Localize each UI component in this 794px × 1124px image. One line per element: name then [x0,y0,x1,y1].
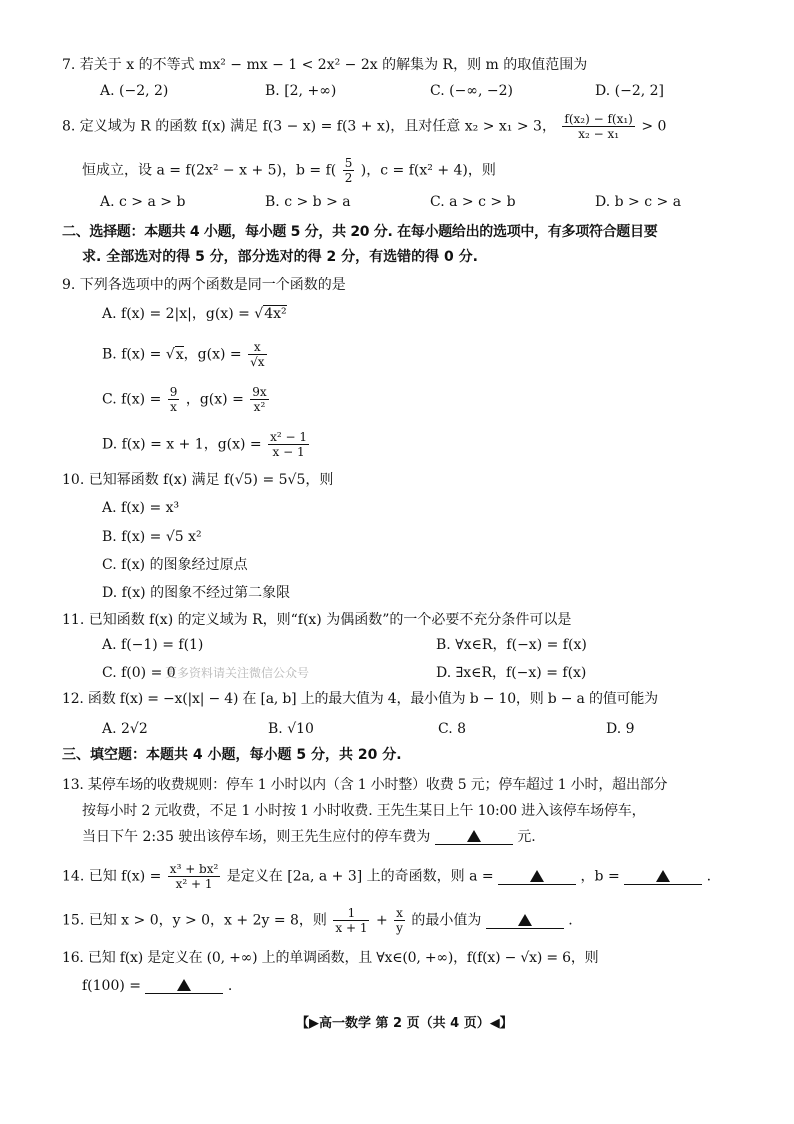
q10-option-b: B. f(x) = √5 x² [102,529,202,545]
page-footer: 【▶高一数学 第 2 页（共 4 页）◀】 [296,1016,513,1031]
q9-a-root: 4x² [264,306,287,322]
q16-line2 [82,977,232,995]
q10-stem: 10. 已知幂函数 f(x) 满足 f(√5) = 5√5，则 [62,472,334,488]
q8-option-d: D. b > c > a [595,194,682,210]
triangle-icon [177,979,191,991]
q14-mid: 是定义在 [2a, a + 3] 上的奇函数，则 a = [226,868,494,885]
q8-condition [82,156,496,185]
q15-num2: x [396,906,403,920]
q15-lead: 15. 已知 x > 0，y > 0，x + 2y = 8，则 [62,912,327,929]
q8-option-a: A. c > a > b [100,194,186,210]
q12-stem: 12. 函数 f(x) = −x(|x| − 4) 在 [a, b] 上的最大值为 4，最小值为 b − 10，则 b − a 的值可能为 [62,691,658,707]
q12-option-d: D. 9 [606,721,635,737]
q10-option-a: A. f(x) = x³ [102,500,180,516]
q8-cond-b: )，c = f(x² + 4)，则 [360,162,496,179]
q11-stem: 11. 已知函数 f(x) 的定义域为 R，则“f(x) 为偶函数”的一个必要不充分条件可以是 [62,612,572,628]
q13-line1: 13. 某停车场的收费规则：停车 1 小时以内（含 1 小时整）收费 5 元；停车超过 1 小时，超出部分 [62,777,668,793]
section3-heading: 三、填空题：本题共 4 小题，每小题 5 分，共 20 分. [62,747,402,763]
q9-a-lead: A. f(x) = 2|x|，g(x) = [102,306,255,322]
q9-b-lead: B. f(x) = [102,346,166,363]
q15-num1: 1 [333,906,369,921]
q9-c-lead: C. f(x) = [102,391,166,408]
q14-line [62,862,711,891]
q8-option-b: B. c > b > a [265,194,351,210]
q7-option-b: B. [2, +∞) [265,83,337,99]
q15-fraction2 [394,906,405,935]
q9-c-num2: 9x [252,385,267,399]
q14-fraction [168,862,221,891]
q15-answer-blank[interactable] [486,912,564,929]
q16-answer-blank[interactable] [145,977,223,994]
q13-line3-text: 当日下午 2:35 驶出该停车场，则王先生应付的停车费为 [82,829,431,845]
q15-den2: y [396,921,403,935]
q12-option-a: A. 2√2 [102,721,148,737]
q7-stem: 7. 若关于 x 的不等式 mx² − mx − 1 < 2x² − 2x 的解集为 R，则 m 的取值范围为 [62,57,588,73]
q16-line2-lead: f(100) = [82,978,142,994]
q14-end: . [706,868,712,885]
q15-line [62,906,573,935]
q13-answer-blank[interactable] [435,828,513,845]
q9-b-num: x [248,340,266,355]
q8-cond-frac-den: 2 [344,171,353,185]
q7-option-d: D. (−2, 2] [595,83,664,99]
q11-option-c: C. f(0) = 0 [102,665,176,681]
q9-d-lead: D. f(x) = x + 1，g(x) = [102,436,267,453]
q15-fraction1 [333,906,369,935]
q16-end: . [227,978,233,994]
q13-line3 [82,828,536,846]
q8-stem [62,112,666,141]
q12-option-b: B. √10 [268,721,314,737]
triangle-icon [467,830,481,842]
q9-stem: 9. 下列各选项中的两个函数是同一个函数的是 [62,277,346,293]
q15-plus: + [375,912,388,929]
q8-stem-tail: > 0 [641,118,667,135]
q14-answer-b-blank[interactable] [624,868,702,885]
q7-option-a: A. (−2, 2) [100,83,169,99]
q9-c-fraction1 [168,385,180,414]
q10-option-d: D. f(x) 的图象不经过第二象限 [102,585,291,601]
q8-cond-a: 恒成立，设 a = f(2x² − x + 5)，b = f( [82,162,337,179]
q12-option-c: C. 8 [438,721,467,737]
q14-mid2: ，b = [580,868,620,885]
q15-end: . [568,912,573,929]
q8-cond-fraction [343,156,355,185]
q15-den1: x + 1 [335,921,368,935]
q9-option-d [102,430,311,459]
triangle-icon [656,870,670,882]
q9-option-c [102,385,271,414]
q8-stem-text: 8. 定义域为 R 的函数 f(x) 满足 f(3 − x) = f(3 + x)，且对任意 x₂ > x₁ > 3， [62,118,556,135]
section2-heading: 二、选择题：本题共 4 小题，每小题 5 分，共 20 分. 在每小题给出的选项中，有多项符合题目要 [62,224,658,240]
q14-answer-a-blank[interactable] [498,868,576,885]
q8-fraction [562,112,634,141]
q9-c-den1: x [170,400,177,414]
q9-d-num: x² − 1 [270,430,308,444]
q9-b-den: √x [250,355,265,369]
q13-unit: 元. [517,829,536,845]
q9-c-fraction2 [250,385,268,414]
q9-c-den2: x² [253,400,266,414]
q9-option-b: B. f(x) = √x，g(x) = $\frac{x}{√x}$ [102,340,265,369]
q11-option-a: A. f(−1) = f(1) [102,637,204,653]
q13-line2: 按每小时 2 元收费，不足 1 小时按 1 小时收费. 王先生某日上午 10:00 进入该停车场停车， [82,803,646,819]
q9-c-mid: ，g(x) = [185,391,249,408]
watermark-stamp: 更多资料请关注微信公众号 [165,666,310,680]
q7-option-c: C. (−∞, −2) [430,83,513,99]
q15-mid: 的最小值为 [411,912,482,929]
q9-b-fraction [248,340,266,369]
triangle-icon [530,870,544,882]
q8-option-c: C. a > c > b [430,194,516,210]
triangle-icon [518,914,532,926]
q8-frac-den: x₂ − x₁ [578,127,620,141]
q9-c-num1: 9 [169,385,178,399]
q14-lead: 14. 已知 f(x) = [62,868,166,885]
q11-option-d: D. ∃x∈R，f(−x) = f(x) [436,665,587,681]
q10-option-c: C. f(x) 的图象经过原点 [102,557,248,573]
q8-frac-num: f(x₂) − f(x₁) [564,112,633,126]
q11-option-b: B. ∀x∈R，f(−x) = f(x) [436,637,587,653]
q9-option-a: A. f(x) = 2|x|，g(x) = √4x² [102,306,287,322]
q9-b-mid: ，g(x) = [183,346,247,363]
q14-num: x³ + bx² [169,862,219,876]
q9-d-den: x − 1 [272,445,305,459]
q9-b-root: x [175,346,184,363]
q8-cond-frac-num: 5 [344,156,353,170]
q9-d-fraction [268,430,309,459]
section2-heading-cont: 求. 全部选对的得 5 分，部分选对的得 2 分，有选错的得 0 分. [82,249,478,265]
q14-den: x² + 1 [175,877,213,891]
q16-line1: 16. 已知 f(x) 是定义在 (0, +∞) 上的单调函数，且 ∀x∈(0, +∞)，f(f(x) − √x) = 6，则 [62,950,599,966]
